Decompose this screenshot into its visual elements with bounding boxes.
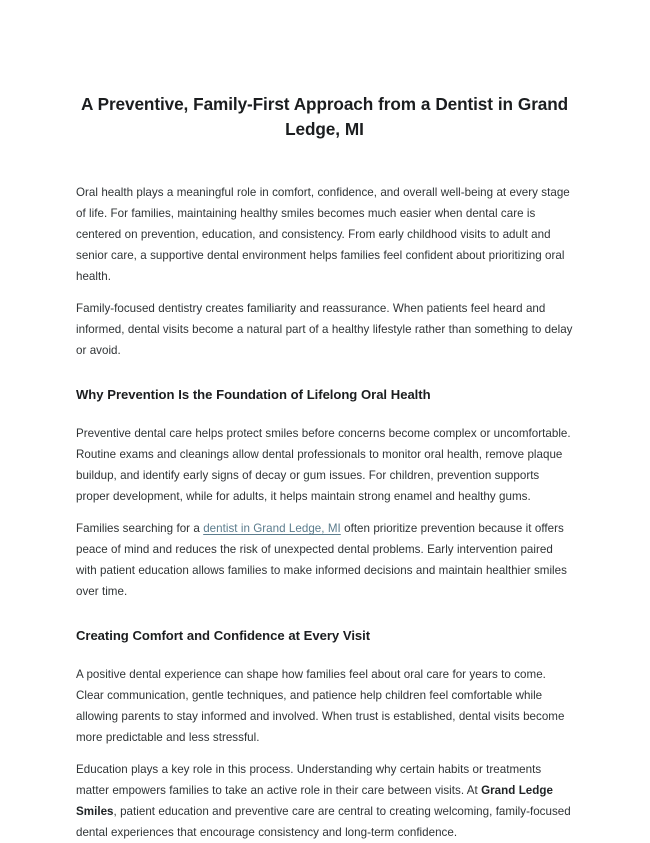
section-2-paragraph-2-text-after: , patient education and preventive care are central to creating welcoming, family-focused dental experiences that encourage consistency and long-term confidence.	[76, 805, 571, 839]
section-2-paragraph-2	[76, 759, 573, 843]
intro-paragraph-2: Family-focused dentistry creates familiarity and reassurance. When patients feel heard and informed, dental visits become a natural part of a healthy lifestyle rather than something to delay or avoid.	[76, 302, 573, 357]
section-2-paragraph-2-text-before: Education plays a key role in this process. Understanding why certain habits or treatments matter empowers families to take an active role in their care between visits. At	[76, 763, 542, 797]
section-1-paragraph-1: Preventive dental care helps protect smiles before concerns become complex or uncomfortable. Routine exams and cleanings allow dental professionals to monitor oral health, remove plaque buildup, and identify early signs of decay or gum issues. For children, prevention supports proper development, while for adults, it helps maintain strong enamel and healthy gums.	[76, 427, 571, 503]
spacer	[76, 287, 573, 298]
spacer	[76, 361, 573, 386]
spacer	[76, 142, 573, 182]
spacer	[76, 507, 573, 518]
page-title-line-2: in Grand Ledge, MI	[285, 94, 569, 139]
spacer	[76, 748, 573, 759]
spacer	[76, 602, 573, 627]
spacer	[76, 645, 573, 664]
section-1-paragraph-2-text-after: often prioritize prevention because it offers peace of mind and reduces the risk of unexpected dental problems. Early intervention paired with patient education allows families to make informed decisions and maintain healthier smiles over time.	[76, 522, 567, 598]
section-2-paragraph-1: A positive dental experience can shape how families feel about oral care for years to come. Clear communication, gentle techniques, and patience help children feel comfortable while allowing parents to stay informed and involved. When trust is established, dental visits become more predictable and less stressful.	[76, 668, 565, 744]
practice-name-emphasis: Grand Ledge Smiles	[76, 784, 553, 818]
spacer	[76, 404, 573, 423]
section-1-paragraph-2-text-before: Families searching for a	[76, 522, 204, 535]
dentist-grand-ledge-link[interactable]: dentist in Grand Ledge, MI	[203, 522, 341, 535]
section-heading-prevention: Why Prevention Is the Foundation of Lifelong Oral Health	[76, 387, 431, 402]
intro-paragraph-1: Oral health plays a meaningful role in comfort, confidence, and overall well-being at every stage of life. For families, maintaining healthy smiles becomes much easier when dental care is centered on prevention, education, and consistency. From early childhood visits to adult and senior care, a supportive dental environment helps families feel confident about prioritizing oral health.	[76, 186, 570, 283]
document-content	[76, 0, 573, 843]
section-1-paragraph-2	[76, 518, 573, 602]
page-title-line-1: A Preventive, Family-First Approach from a Dentist	[80, 94, 493, 114]
page-title	[76, 0, 573, 142]
section-heading-comfort: Creating Comfort and Confidence at Every Visit	[76, 628, 371, 643]
